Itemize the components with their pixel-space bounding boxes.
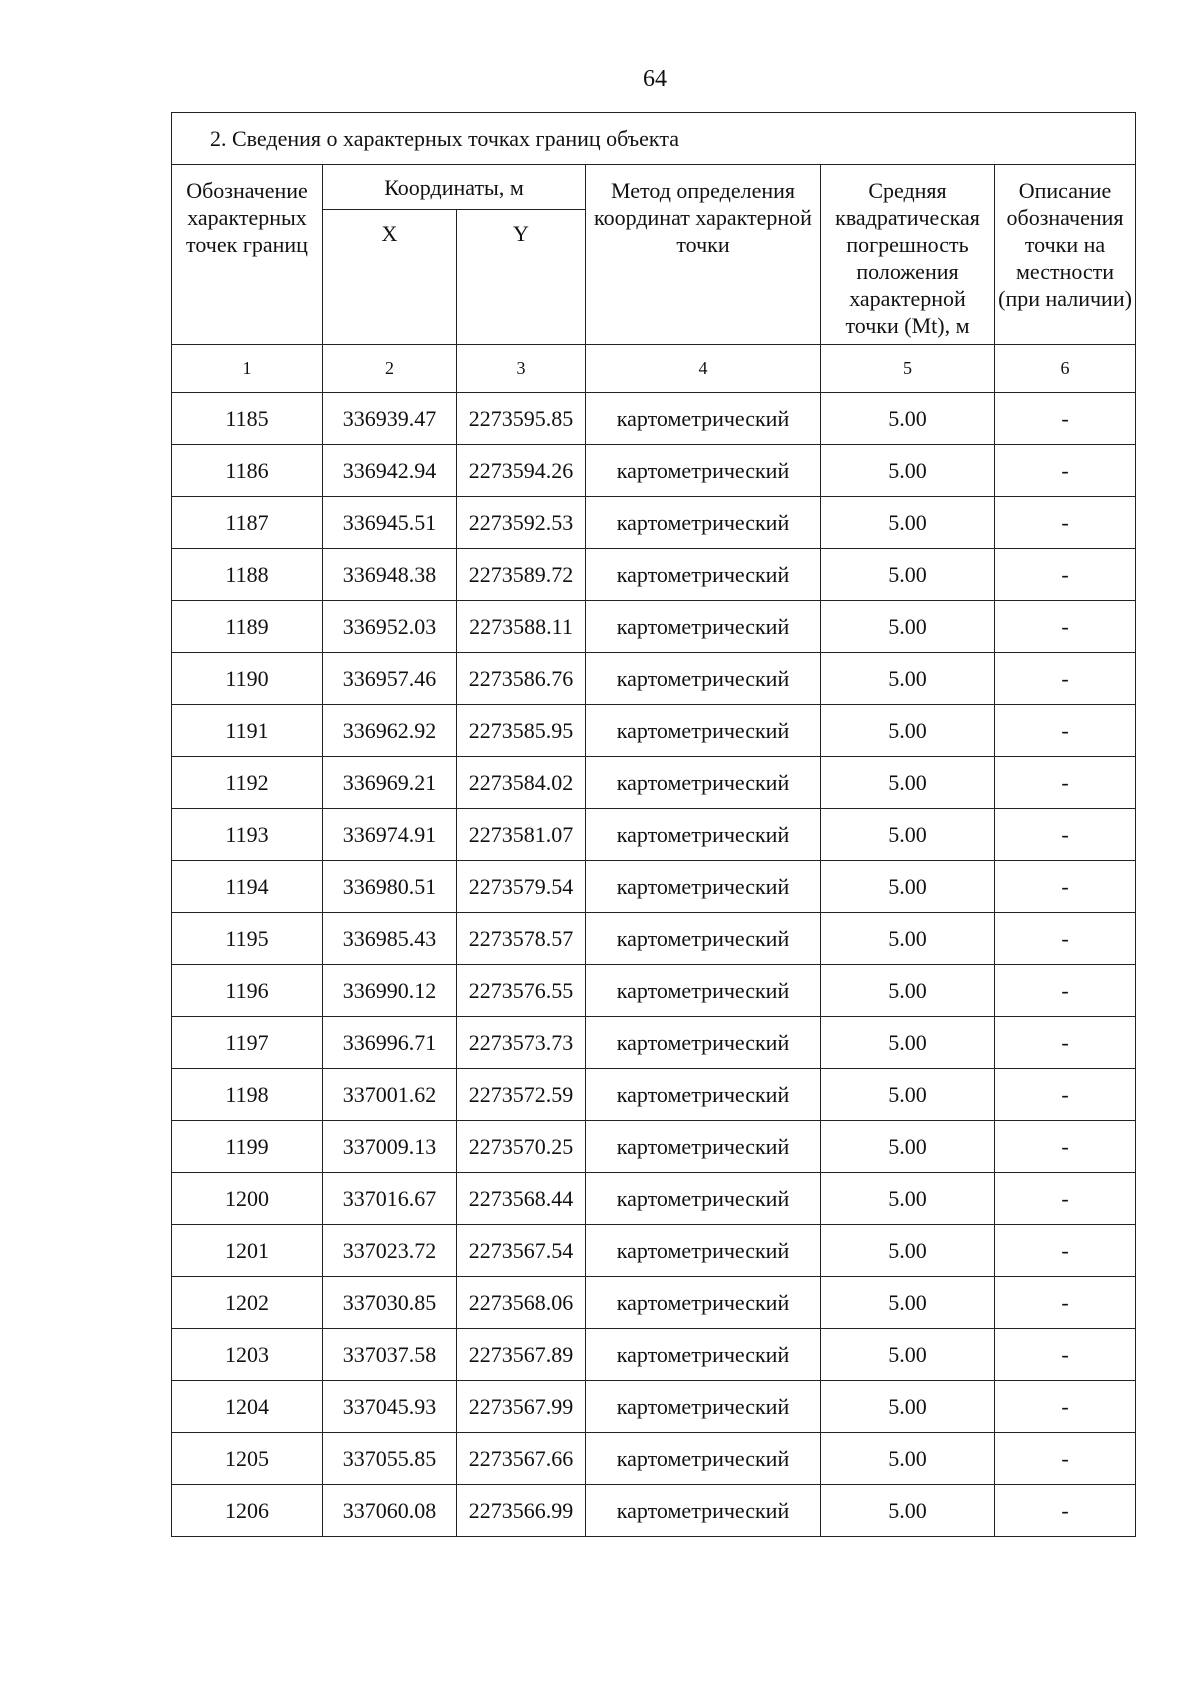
error-cell: 5.00 [821,1433,995,1485]
x-coordinate-cell: 337001.62 [323,1069,457,1121]
point-id-cell: 1204 [172,1381,323,1433]
x-coordinate-cell: 337030.85 [323,1277,457,1329]
y-coordinate-cell: 2273589.72 [457,549,586,601]
method-cell: картометрический [586,861,821,913]
x-coordinate-cell: 336945.51 [323,497,457,549]
description-cell: - [995,549,1136,601]
y-coordinate-cell: 2273595.85 [457,393,586,445]
description-cell: - [995,1433,1136,1485]
y-coordinate-cell: 2273568.06 [457,1277,586,1329]
description-cell: - [995,861,1136,913]
error-cell: 5.00 [821,393,995,445]
error-cell: 5.00 [821,1069,995,1121]
point-id-cell: 1188 [172,549,323,601]
table-row [172,653,1136,705]
method-cell: картометрический [586,1329,821,1381]
column-number: 6 [995,345,1136,393]
table-row [172,705,1136,757]
table-row [172,1069,1136,1121]
y-coordinate-cell: 2273572.59 [457,1069,586,1121]
x-coordinate-cell: 336974.91 [323,809,457,861]
x-coordinate-cell: 336996.71 [323,1017,457,1069]
point-id-cell: 1193 [172,809,323,861]
method-cell: картометрический [586,1433,821,1485]
description-cell: - [995,653,1136,705]
description-cell: - [995,913,1136,965]
y-coordinate-cell: 2273594.26 [457,445,586,497]
method-cell: картометрический [586,1277,821,1329]
description-cell: - [995,445,1136,497]
method-cell: картометрический [586,705,821,757]
table-row [172,445,1136,497]
description-cell: - [995,705,1136,757]
column-number: 4 [586,345,821,393]
description-cell: - [995,965,1136,1017]
table-body [172,393,1136,1537]
description-cell: - [995,1069,1136,1121]
description-cell: - [995,393,1136,445]
table-row [172,601,1136,653]
point-id-cell: 1194 [172,861,323,913]
table-row [172,1173,1136,1225]
page-number: 64 [643,66,667,92]
x-coordinate-cell: 336957.46 [323,653,457,705]
error-cell: 5.00 [821,601,995,653]
boundary-points-table [171,112,1136,1537]
error-cell: 5.00 [821,757,995,809]
point-id-cell: 1205 [172,1433,323,1485]
column-number: 5 [821,345,995,393]
method-cell: картометрический [586,1485,821,1537]
error-cell: 5.00 [821,1329,995,1381]
y-coordinate-cell: 2273586.76 [457,653,586,705]
error-cell: 5.00 [821,861,995,913]
x-coordinate-cell: 337060.08 [323,1485,457,1537]
table-row [172,549,1136,601]
y-coordinate-cell: 2273579.54 [457,861,586,913]
method-cell: картометрический [586,1225,821,1277]
x-coordinate-cell: 337016.67 [323,1173,457,1225]
error-cell: 5.00 [821,653,995,705]
point-id-cell: 1191 [172,705,323,757]
method-cell: картометрический [586,549,821,601]
table-row [172,1277,1136,1329]
header-method: Метод определения координат характерной точки [586,165,821,345]
point-id-cell: 1185 [172,393,323,445]
description-cell: - [995,809,1136,861]
description-cell: - [995,1485,1136,1537]
x-coordinate-cell: 337009.13 [323,1121,457,1173]
method-cell: картометрический [586,965,821,1017]
error-cell: 5.00 [821,1485,995,1537]
column-number: 2 [323,345,457,393]
point-id-cell: 1190 [172,653,323,705]
point-id-cell: 1198 [172,1069,323,1121]
point-id-cell: 1195 [172,913,323,965]
x-coordinate-cell: 336969.21 [323,757,457,809]
point-id-cell: 1197 [172,1017,323,1069]
point-id-cell: 1202 [172,1277,323,1329]
point-id-cell: 1192 [172,757,323,809]
method-cell: картометрический [586,1017,821,1069]
method-cell: картометрический [586,393,821,445]
table-row [172,809,1136,861]
header-coordinates: Координаты, м [323,165,586,210]
table-row [172,1225,1136,1277]
x-coordinate-cell: 336948.38 [323,549,457,601]
method-cell: картометрический [586,497,821,549]
error-cell: 5.00 [821,1381,995,1433]
point-id-cell: 1200 [172,1173,323,1225]
description-cell: - [995,1017,1136,1069]
y-coordinate-cell: 2273588.11 [457,601,586,653]
column-number: 3 [457,345,586,393]
point-id-cell: 1186 [172,445,323,497]
error-cell: 5.00 [821,913,995,965]
x-coordinate-cell: 336990.12 [323,965,457,1017]
point-id-cell: 1206 [172,1485,323,1537]
header-description: Описание обозначения точки на местности (при наличии) [995,165,1136,345]
error-cell: 5.00 [821,965,995,1017]
description-cell: - [995,1121,1136,1173]
y-coordinate-cell: 2273567.66 [457,1433,586,1485]
point-id-cell: 1201 [172,1225,323,1277]
method-cell: картометрический [586,1121,821,1173]
error-cell: 5.00 [821,1173,995,1225]
y-coordinate-cell: 2273573.73 [457,1017,586,1069]
table-row [172,1381,1136,1433]
method-cell: картометрический [586,1069,821,1121]
y-coordinate-cell: 2273584.02 [457,757,586,809]
method-cell: картометрический [586,913,821,965]
x-coordinate-cell: 336952.03 [323,601,457,653]
method-cell: картометрический [586,1381,821,1433]
table-row [172,1121,1136,1173]
y-coordinate-cell: 2273567.99 [457,1381,586,1433]
description-cell: - [995,1225,1136,1277]
header-point: Обозначение характерных точек границ [172,165,323,345]
point-id-cell: 1187 [172,497,323,549]
point-id-cell: 1189 [172,601,323,653]
y-coordinate-cell: 2273585.95 [457,705,586,757]
y-coordinate-cell: 2273567.89 [457,1329,586,1381]
y-coordinate-cell: 2273567.54 [457,1225,586,1277]
y-coordinate-cell: 2273581.07 [457,809,586,861]
header-x: X [323,210,457,345]
error-cell: 5.00 [821,497,995,549]
error-cell: 5.00 [821,705,995,757]
description-cell: - [995,601,1136,653]
method-cell: картометрический [586,445,821,497]
error-cell: 5.00 [821,445,995,497]
table-row [172,757,1136,809]
error-cell: 5.00 [821,1121,995,1173]
table-row [172,913,1136,965]
column-numbers-row [172,345,1136,393]
x-coordinate-cell: 336939.47 [323,393,457,445]
error-cell: 5.00 [821,809,995,861]
x-coordinate-cell: 337023.72 [323,1225,457,1277]
point-id-cell: 1199 [172,1121,323,1173]
description-cell: - [995,497,1136,549]
y-coordinate-cell: 2273570.25 [457,1121,586,1173]
method-cell: картометрический [586,601,821,653]
y-coordinate-cell: 2273576.55 [457,965,586,1017]
x-coordinate-cell: 337045.93 [323,1381,457,1433]
x-coordinate-cell: 337037.58 [323,1329,457,1381]
x-coordinate-cell: 337055.85 [323,1433,457,1485]
table-row [172,393,1136,445]
description-cell: - [995,1329,1136,1381]
error-cell: 5.00 [821,1277,995,1329]
column-number: 1 [172,345,323,393]
table-row [172,1485,1136,1537]
point-id-cell: 1196 [172,965,323,1017]
error-cell: 5.00 [821,549,995,601]
description-cell: - [995,757,1136,809]
description-cell: - [995,1381,1136,1433]
method-cell: картометрический [586,1173,821,1225]
x-coordinate-cell: 336980.51 [323,861,457,913]
table-row [172,1433,1136,1485]
section-title: 2. Сведения о характерных точках границ объекта [172,113,1136,165]
y-coordinate-cell: 2273578.57 [457,913,586,965]
table-row [172,1017,1136,1069]
header-y: Y [457,210,586,345]
table-row [172,497,1136,549]
description-cell: - [995,1173,1136,1225]
header-error: Средняя квадратическая погрешность положения характерной точки (Mt), м [821,165,995,345]
method-cell: картометрический [586,653,821,705]
y-coordinate-cell: 2273592.53 [457,497,586,549]
y-coordinate-cell: 2273568.44 [457,1173,586,1225]
error-cell: 5.00 [821,1017,995,1069]
point-id-cell: 1203 [172,1329,323,1381]
x-coordinate-cell: 336962.92 [323,705,457,757]
y-coordinate-cell: 2273566.99 [457,1485,586,1537]
table-row [172,1329,1136,1381]
description-cell: - [995,1277,1136,1329]
table-row [172,861,1136,913]
error-cell: 5.00 [821,1225,995,1277]
x-coordinate-cell: 336942.94 [323,445,457,497]
method-cell: картометрический [586,757,821,809]
x-coordinate-cell: 336985.43 [323,913,457,965]
method-cell: картометрический [586,809,821,861]
table-row [172,965,1136,1017]
